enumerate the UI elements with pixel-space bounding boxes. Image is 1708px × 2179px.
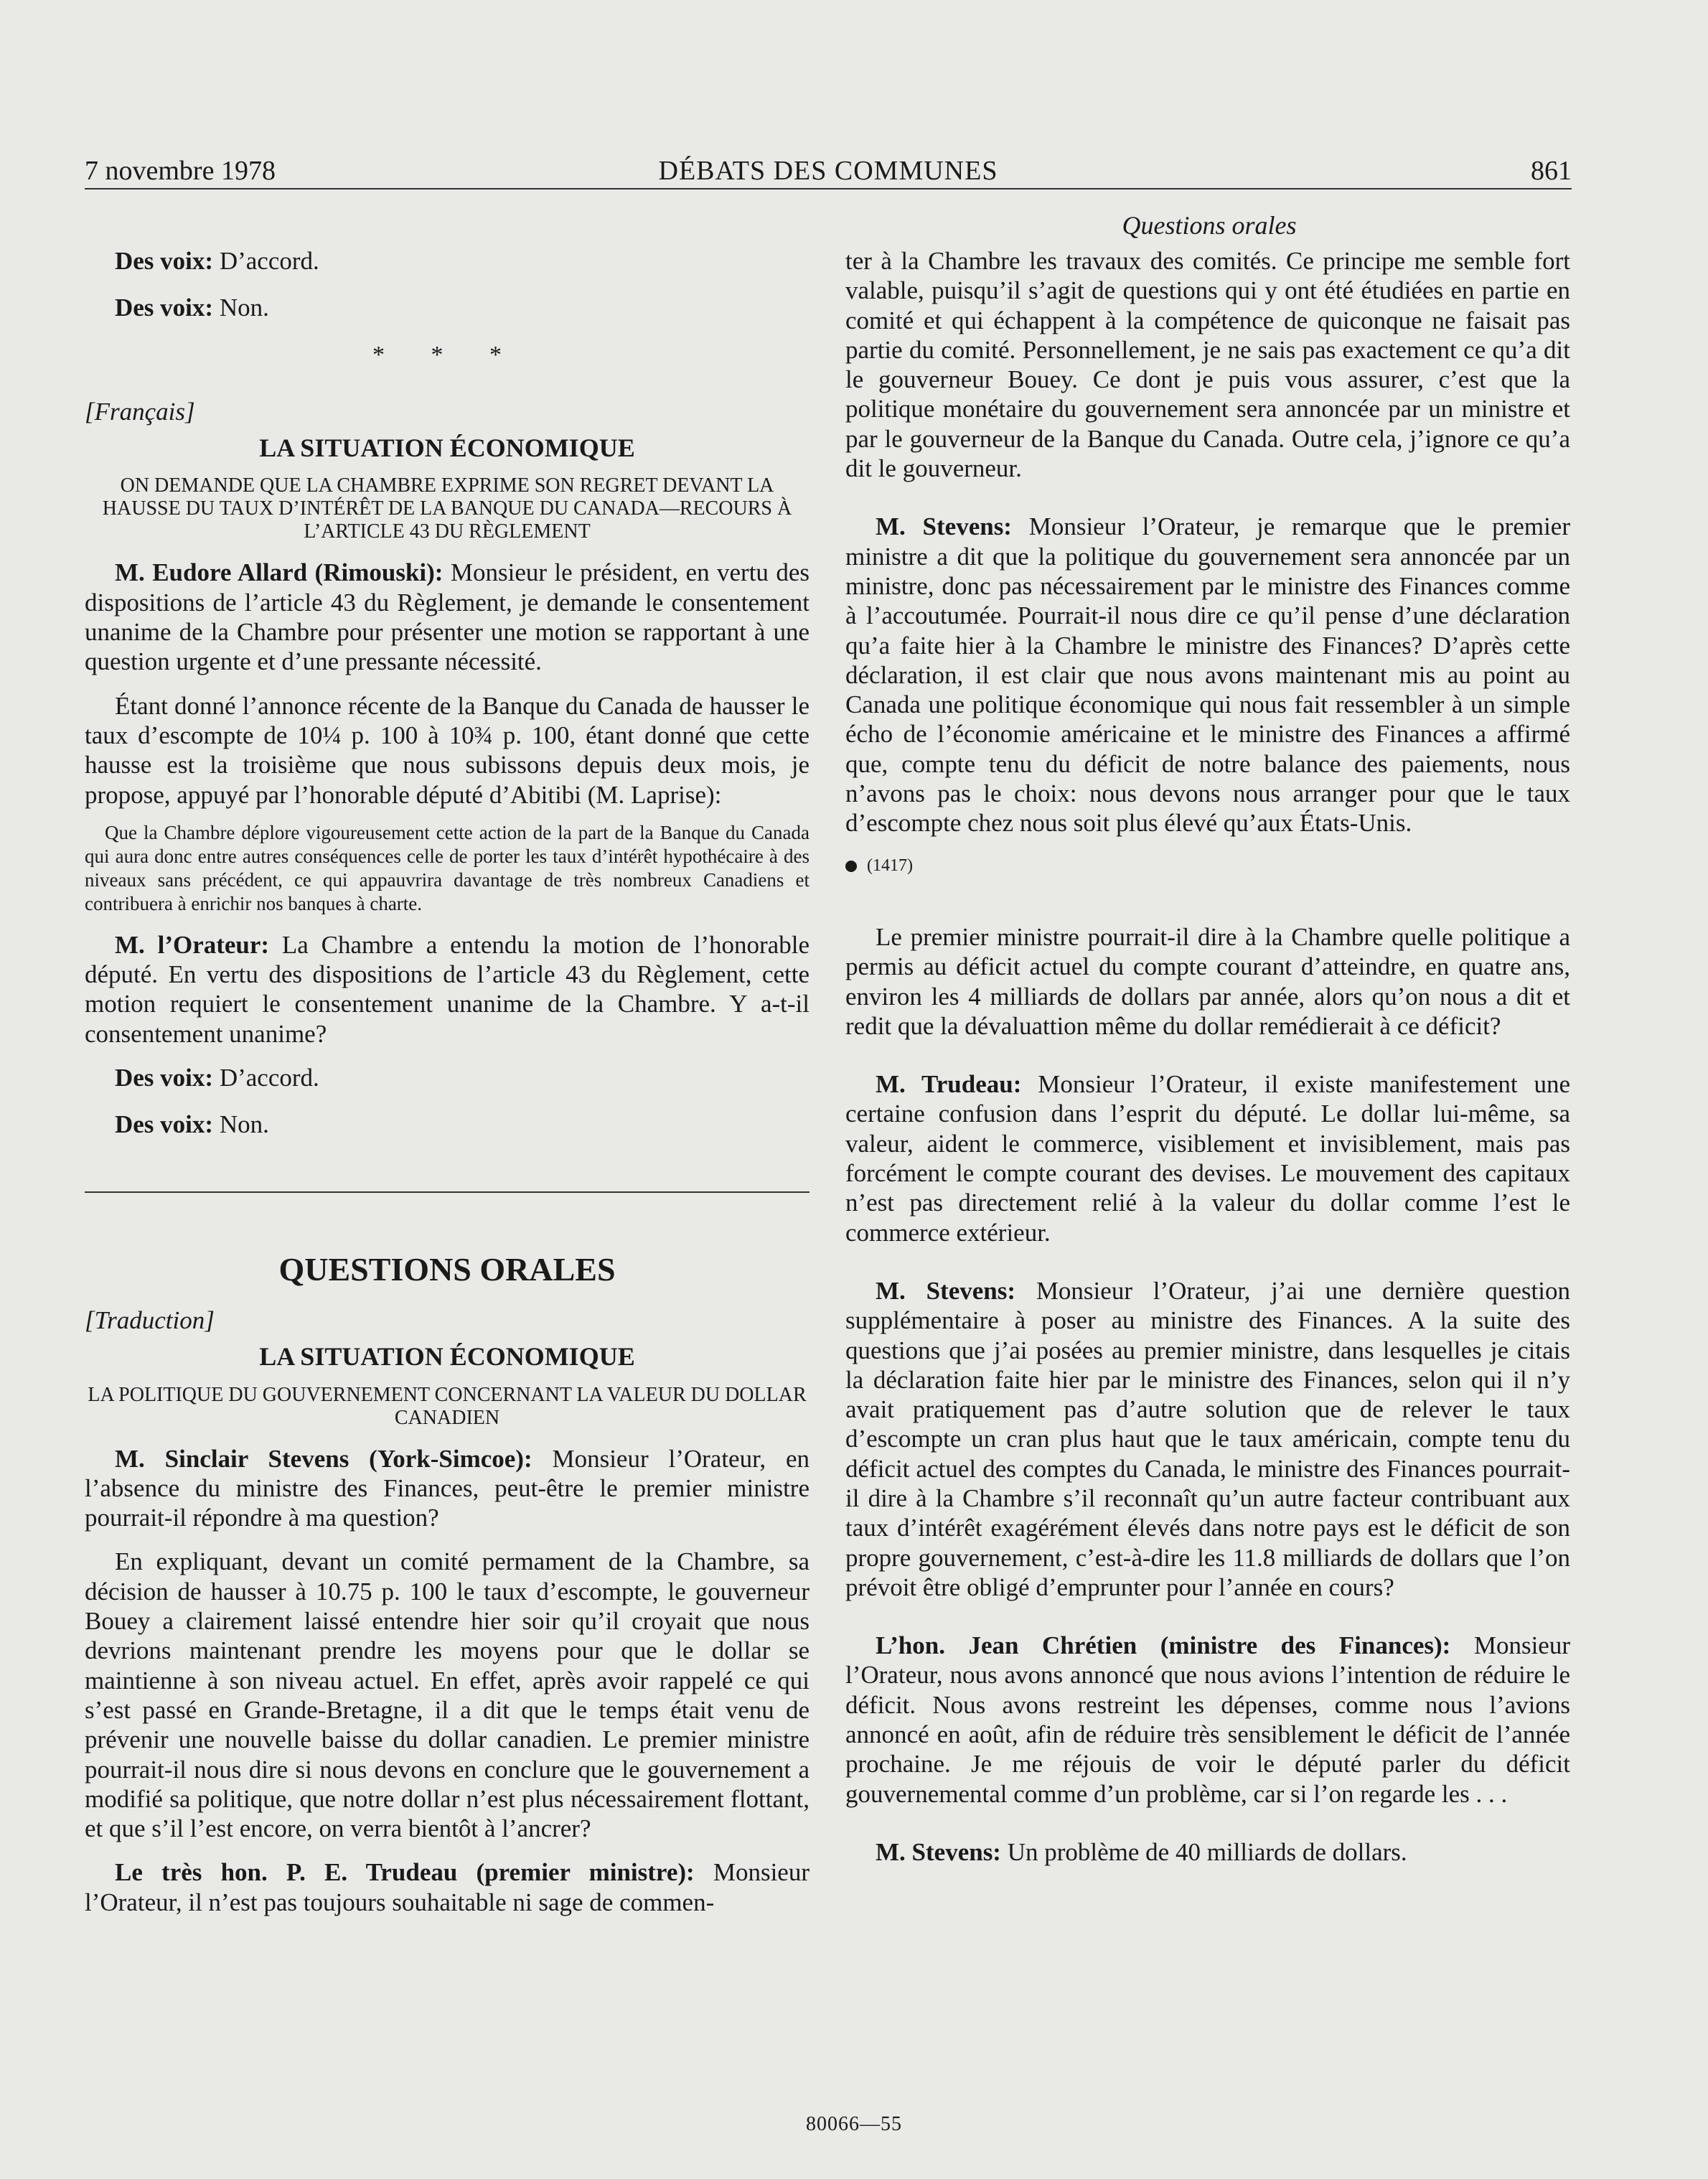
footer-code: 80066—55 <box>806 2113 902 2135</box>
motion-quote: Que la Chambre déplore vigoureusement cette action de la part de la Banque du Canada qui aura donc entre autres conséquences celle de porter les taux d’intérêt hypothécaire à des niveaux sans précédent, ce qui appauvrira davantage de très nombreux Canadiens et contribuera à enrichir nos banques à charte. <box>85 821 810 914</box>
speech: D’accord. <box>213 1064 319 1092</box>
paragraph: En expliquant, devant un comité permament de la Chambre, sa décision de hausser à 10.75 p. 100 le taux d’escompte, le gouverneur Bouey a clairement laissé entendre hier soir qu’il croyait que nous devrions maintenant prendre les moyens pour que le dollar se maintienne à son niveau actuel. En effet, après avoir rappelé ce qui s’est passé en Grande-Bretagne, il a dit que le temps était venu de prévenir une nouvelle baisse du dollar canadien. Le premier ministre pourrait-il nous dire si nous devons en conclure que le gouvernement a modifié sa politique, que notre dollar n’est plus nécessairement flottant, et que s’il l’est encore, on verra bientôt à l’ancrer? <box>85 1547 810 1843</box>
speech: Monsieur l’Orateur, nous avons annoncé que nous avions l’intention de réduire le déficit. Nous avons restreint les dépenses, comme nous l’avions annoncé en août, afin de réduire très sensiblement le déficit de l’année prochaine. Je me réjouis de voir le député parler du déficit gouvernemental comme d’un problème, car si l’on regarde les . . . <box>845 1631 1570 1808</box>
major-heading: QUESTIONS ORALES <box>278 1250 616 1288</box>
speaker: M. Sinclair Stevens (York-Simcoe): <box>115 1444 532 1473</box>
paragraph: Le premier ministre pourrait-il dire à la Chambre quelle politique a permis au déficit actuel du compte courant d’atteindre, en quatre ans, environ les 4 milliards de dollars par année, alors qu’on nous a dit et redit que la dévaluattion même du dollar remédierait à ce déficit? <box>845 922 1570 1040</box>
right-column <box>845 246 1570 1867</box>
speaker: Des voix: <box>115 294 214 322</box>
speech-paragraph <box>85 1857 810 1917</box>
speaker: Des voix: <box>115 1110 214 1139</box>
speech-paragraph <box>85 930 810 1049</box>
section-subtitle: LA POLITIQUE DU GOUVERNEMENT CONCERNANT LA VALEUR DU DOLLAR CANADIEN <box>88 1383 807 1429</box>
time-marker-text: (1417) <box>867 856 913 875</box>
header-date: 7 novembre 1978 <box>85 156 276 186</box>
speech-paragraph <box>85 558 810 676</box>
voice-line <box>115 246 810 276</box>
speaker: M. l’Orateur: <box>115 930 270 959</box>
speech-paragraph <box>845 1069 1570 1247</box>
speaker: M. Trudeau: <box>876 1070 1022 1099</box>
section-title: LA SITUATION ÉCONOMIQUE <box>259 1342 635 1372</box>
speech: D’accord. <box>213 247 319 275</box>
spacer <box>845 1041 1570 1069</box>
speaker: Le très hon. P. E. Trudeau (premier ministre): <box>115 1858 695 1887</box>
spacer <box>845 1247 1570 1276</box>
speaker: M. Stevens: <box>876 1276 1016 1305</box>
speech: Monsieur l’Orateur, il existe manifestement une certaine confusion dans l’esprit du député. Le dollar lui-même, sa valeur, aident le commerce, visiblement et invisiblement, mais pas forcément le compte courant des devises. Le mouvement des capitaux n’est pas directement relié à la valeur du dollar comme l’est le commerce extérieur. <box>845 1070 1570 1247</box>
voice-line <box>115 1110 810 1139</box>
speech: Non. <box>213 1110 269 1139</box>
speaker: M. Eudore Allard (Rimouski): <box>115 558 444 587</box>
spacer <box>845 1809 1570 1837</box>
paragraph: ter à la Chambre les travaux des comités. Ce principe me semble fort valable, puisqu’il s’agit de questions qui y ont été étudiées en partie en comité et qui échappent à la compétence de quiconque ne faisait pas partie du comité. Personnellement, je ne sais pas exactement ce qu’a dit le gouverneur Bouey. Ce dont je puis vous assurer, c’est que la politique monétaire du gouvernement sera annoncée par un ministre et par le gouverneur de la Banque du Canada. Outre cela, j’ignore ce qu’a dit le gouverneur. <box>845 247 1570 483</box>
bullet-icon <box>845 861 857 872</box>
voice-line <box>115 293 810 322</box>
speech: Monsieur l’Orateur, en l’absence du ministre des Finances, peut-être le premier ministre pourrait-il répondre à ma question? <box>85 1444 810 1532</box>
header-title: DÉBATS DES COMMUNES <box>658 156 998 186</box>
time-marker <box>845 851 1570 881</box>
speech: Un problème de 40 milliards de dollars. <box>1000 1837 1407 1866</box>
language-note: [Traduction] <box>85 1306 215 1334</box>
speech: Non. <box>213 294 269 322</box>
speech: Monsieur le président, en vertu des dispositions de l’article 43 du Règlement, je demande le consentement unanime de la Chambre pour présenter une motion se rapportant à une question urgente et d’une pressante nécessité. <box>85 558 810 676</box>
speaker: M. Stevens: <box>876 512 1012 541</box>
speech-paragraph <box>845 1276 1570 1602</box>
speech: Monsieur l’Orateur, j’ai une dernière question supplémentaire à poser au ministre des Finances. A la suite des questions que j’ai posées au premier ministre, dans lesquelles je citais la déclaration faite hier par le ministre des Finances, selon qui il n’y avait pratiquement pas d’autre solution que de relever le taux d’escompte un cran plus haut que le taux américain, compte tenu du déficit actuel des comptes du Canada, le ministre des Finances pourrait-il dire à la Chambre s’il reconnaît qu’un autre facteur contribuant aux taux d’intérêt exagérément élevés dans notre pays est le déficit de son propre gouvernement, c’est-à-dire les 11.8 milliards de dollars que l’on prévoit être obligé d’emprunter pour l’année en cours? <box>845 1276 1570 1601</box>
speech: Monsieur l’Orateur, il n’est pas toujours souhaitable ni sage de commen- <box>85 1858 810 1916</box>
spacer <box>845 483 1570 512</box>
section-subtitle: ON DEMANDE QUE LA CHAMBRE EXPRIME SON REGRET DEVANT LA HAUSSE DU TAUX D’INTÉRÊT DE LA BANQUE DU CANADA—RECOURS À L’ARTICLE 43 DU RÈGLEMENT <box>102 474 792 543</box>
page-header <box>85 152 1572 189</box>
page-number: 861 <box>1531 156 1572 186</box>
section-separator: * * * <box>372 341 522 368</box>
speech-paragraph <box>85 1444 810 1533</box>
speech-paragraph <box>845 1837 1570 1867</box>
speech: Monsieur l’Orateur, je remarque que le premier ministre a dit que la politique du gouvernement sera annoncée par un ministre, donc pas nécessairement par le ministre des Finances comme à l’accoutumée. Pourrait-il nous dire ce qu’il pense d’une déclaration qu’a faite hier à la Chambre le ministre des Finances? D’après cette déclaration, il est clair que nous avons maintenant mis au point au Canada une politique économique qui nous fait ressembler à un simple écho de l’économie américaine et le ministre des Finances a affirmé que, compte tenu du déficit de notre balance des paiements, nous n’avons pas le choix: nous devons nous arranger pour que le taux d’escompte chez nous soit plus élevé qu’aux États-Unis. <box>845 512 1570 838</box>
speaker: Des voix: <box>115 247 214 275</box>
speaker: L’hon. Jean Chrétien (ministre des Finances): <box>876 1631 1451 1660</box>
divider <box>85 1191 810 1193</box>
running-head: Questions orales <box>1122 211 1297 240</box>
speech-paragraph <box>845 512 1570 838</box>
speech: La Chambre a entendu la motion de l’honorable député. En vertu des dispositions de l’article 43 du Règlement, cette motion requiert le consentement unanime de la Chambre. Y a-t-il consentement unanime? <box>85 930 810 1048</box>
speaker: M. Stevens: <box>876 1837 1001 1866</box>
left-column <box>85 246 810 1917</box>
language-note: [Français] <box>85 397 195 426</box>
spacer <box>845 1602 1570 1631</box>
speaker: Des voix: <box>115 1064 214 1092</box>
voice-line <box>115 1063 810 1092</box>
section-title: LA SITUATION ÉCONOMIQUE <box>259 434 635 463</box>
paragraph: Étant donné l’annonce récente de la Banque du Canada de hausser le taux d’escompte de 10¼ p. 100 à 10¾ p. 100, étant donné que cette hausse est la troisième que nous subissons depuis deux mois, je propose, appuyé par l’honorable député d’Abitibi (M. Laprise): <box>85 691 810 809</box>
speech-paragraph <box>845 1631 1570 1809</box>
